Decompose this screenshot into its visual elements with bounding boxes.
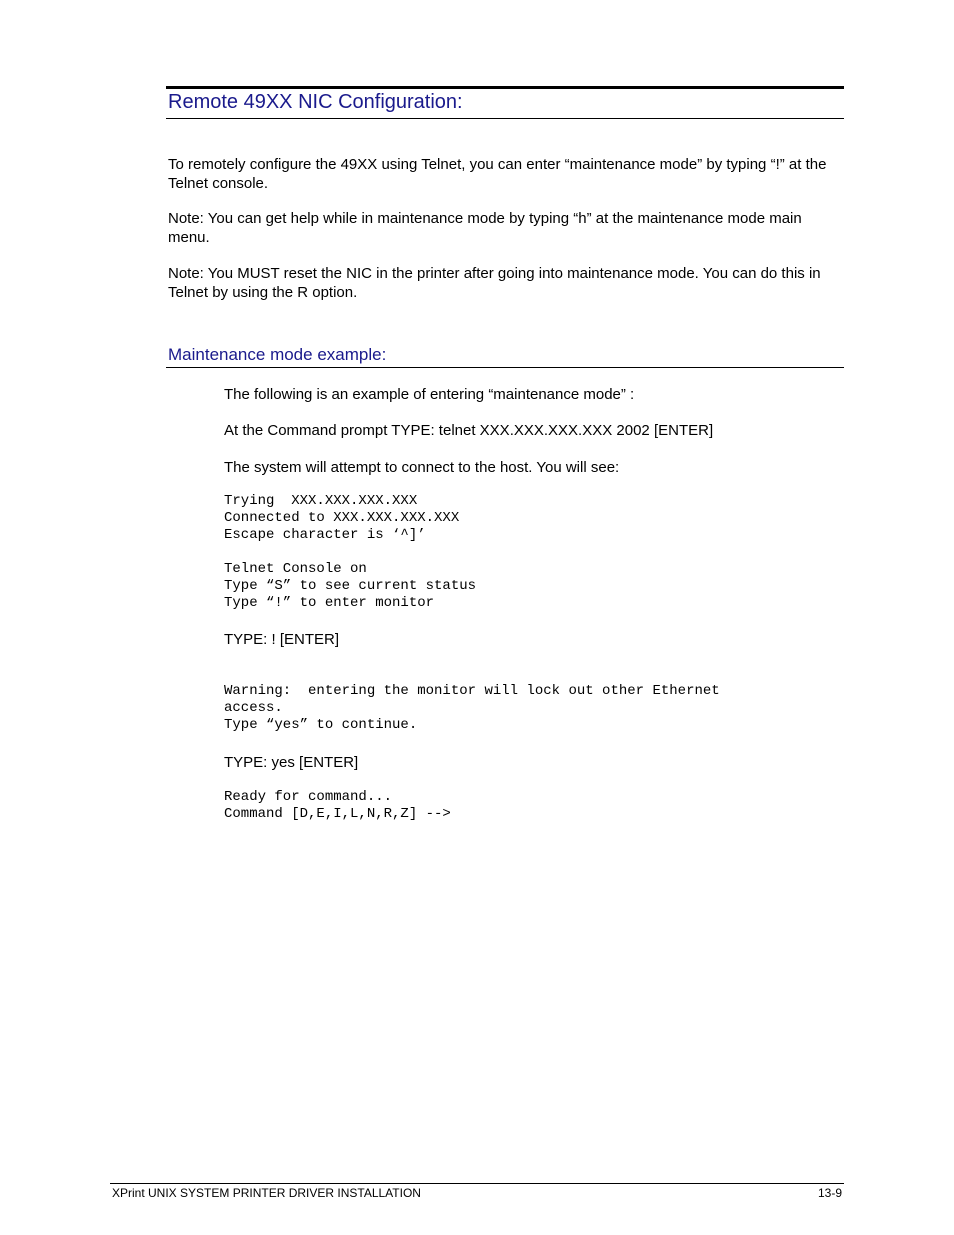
type-exclamation-line: TYPE: ! [ENTER] <box>224 631 340 648</box>
footer-rule <box>110 1183 844 1184</box>
telnet-output-block: Trying XXX.XXX.XXX.XXX Connected to XXX.XXX.XXX.XXX Escape character is ‘^]’ Telnet Console on Type “S” to see current status Type “!” to enter monitor <box>224 493 477 611</box>
example-title: Maintenance mode example: <box>168 345 387 364</box>
type-yes-line: TYPE: yes [ENTER] <box>224 754 359 771</box>
note-reset-paragraph: Note: You MUST reset the NIC in the printer after going into maintenance mode. You can do this in Telnet by using the R option. <box>168 265 821 301</box>
footer-title: XPrint UNIX SYSTEM PRINTER DRIVER INSTALLATION <box>112 1186 421 1200</box>
title-bottom-rule <box>166 118 844 119</box>
command-prompt-line: At the Command prompt TYPE: telnet XXX.XXX.XXX.XXX 2002 [ENTER] <box>224 422 714 439</box>
intro-paragraph: To remotely configure the 49XX using Telnet, you can enter “maintenance mode” by typing “!” at the Telnet console. <box>168 156 827 192</box>
warning-output-block: Warning: entering the monitor will lock out other Ethernet access. Type “yes” to continue. <box>224 683 720 733</box>
example-title-rule <box>166 367 844 368</box>
page-number: 13-9 <box>817 1186 842 1200</box>
example-intro-line: The following is an example of entering “maintenance mode” : <box>224 386 635 403</box>
title-top-rule <box>166 86 844 89</box>
note-help-paragraph: Note: You can get help while in maintenance mode by typing “h” at the maintenance mode main menu. <box>168 210 802 246</box>
section-title: Remote 49XX NIC Configuration: <box>168 91 463 113</box>
command-output-block: Ready for command... Command [D,E,I,L,N,R,Z] --> <box>224 789 451 822</box>
connect-line: The system will attempt to connect to the host. You will see: <box>224 459 620 476</box>
